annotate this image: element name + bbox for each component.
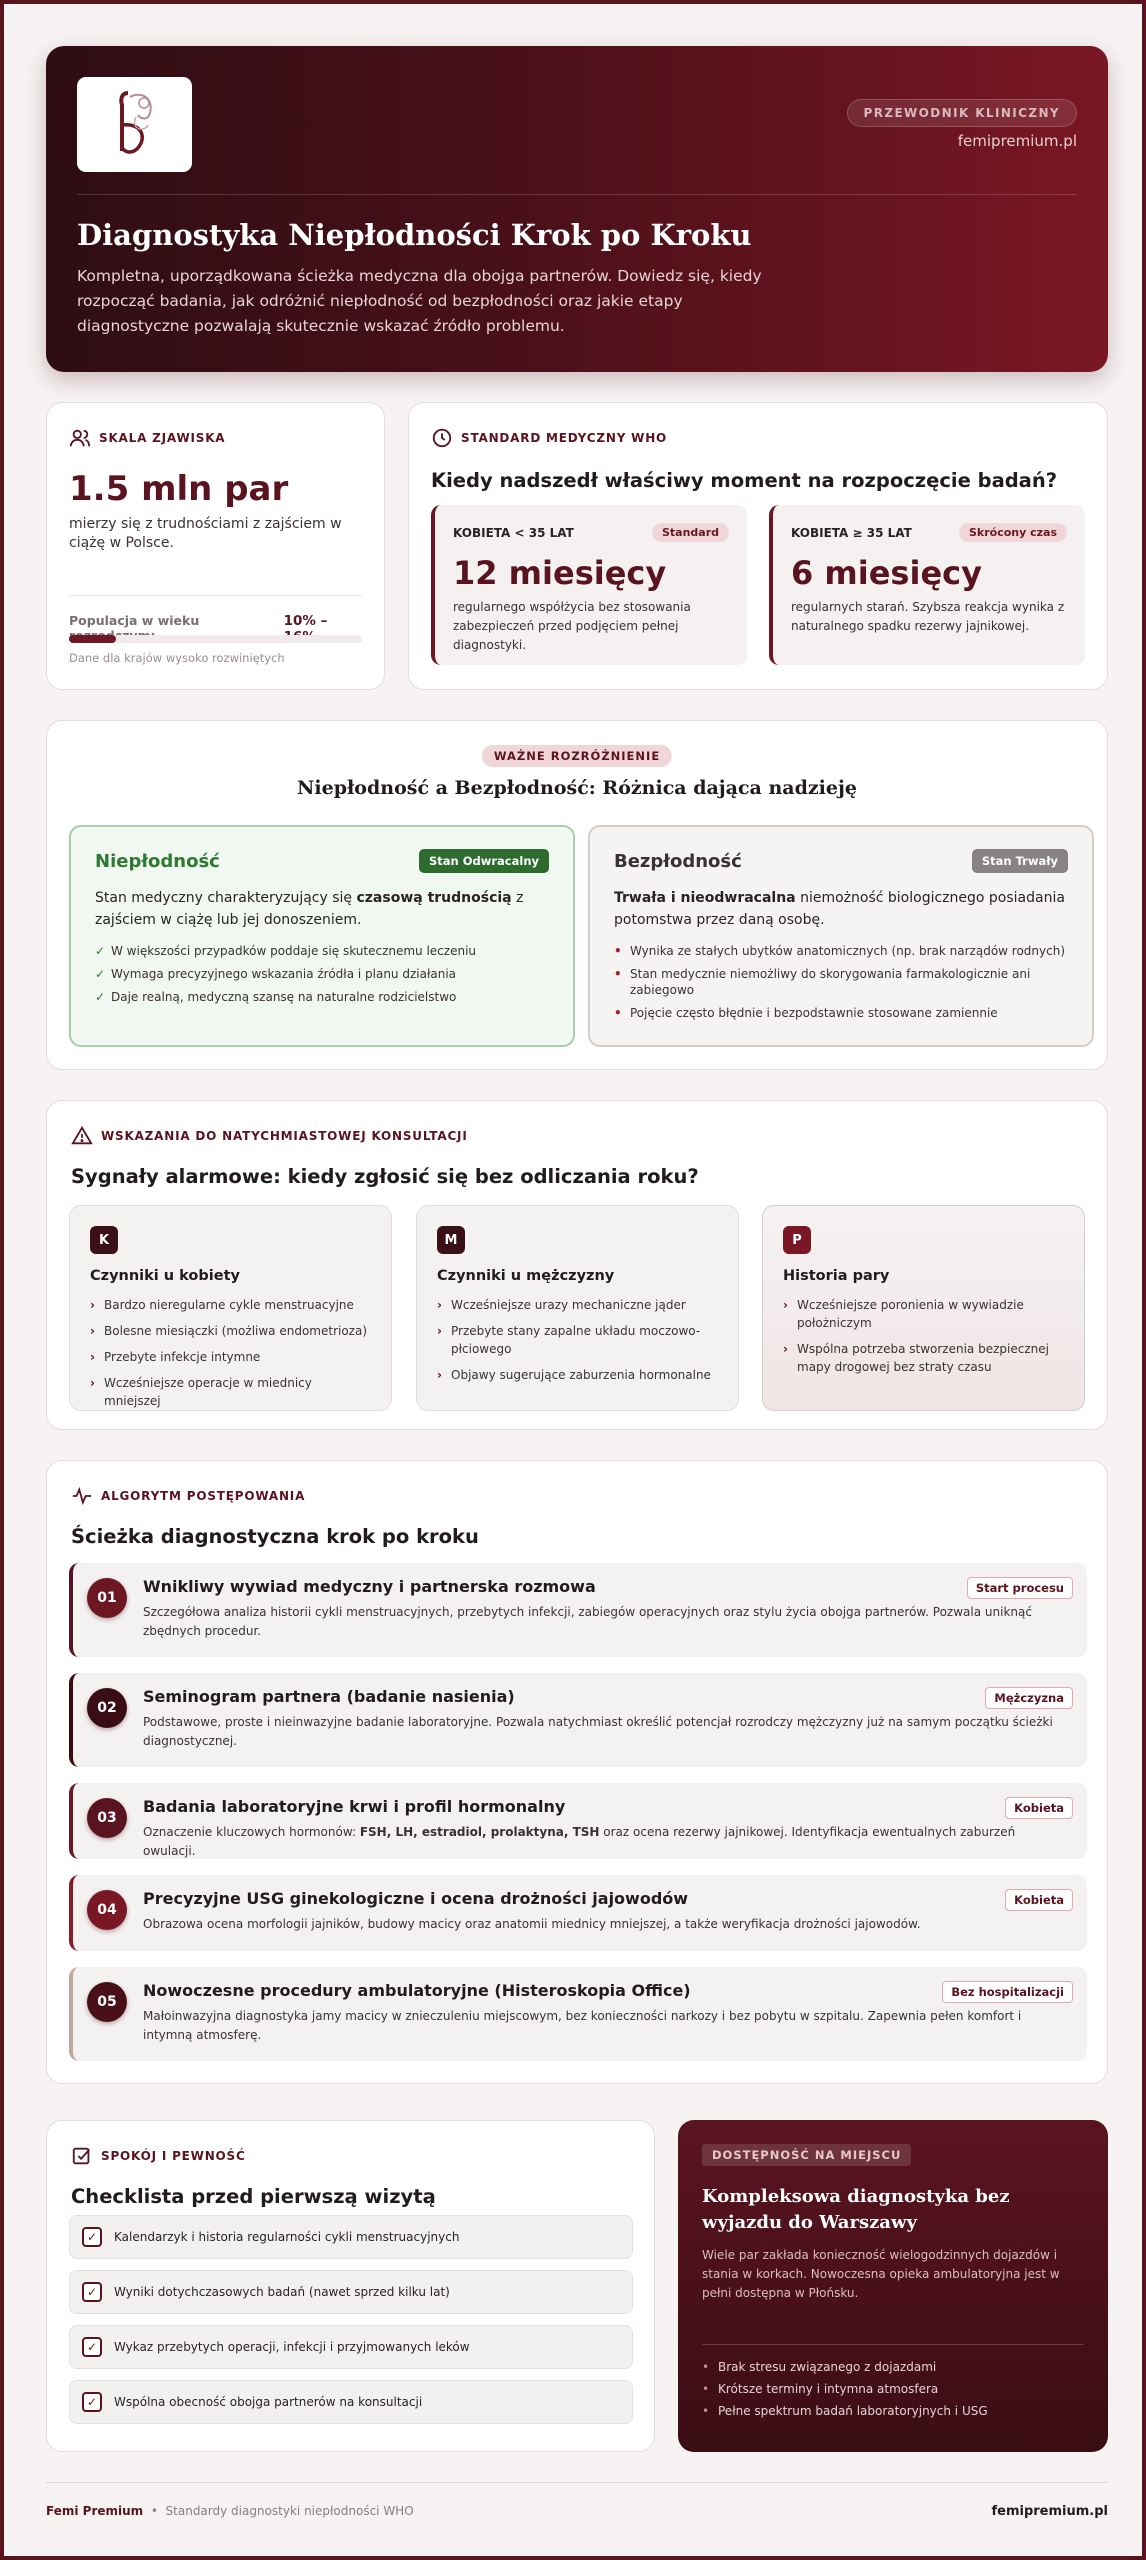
step-tag: Bez hospitalizacji xyxy=(942,1981,1073,2003)
who-question: Kiedy nadszedł właściwy moment na rozpoczęcie badań? xyxy=(431,469,1058,492)
desc-text: Oznaczenie kluczowych hormonów: xyxy=(143,1825,360,1839)
step-tag: Kobieta xyxy=(1005,1797,1073,1819)
list-item: • Pojęcie często błędnie i bezpodstawnie stosowane zamiennie xyxy=(614,1005,1068,1021)
pulse-icon xyxy=(71,1485,93,1507)
population-value: 10% – xyxy=(283,613,328,629)
footer-divider xyxy=(46,2482,1108,2483)
male-factors-box xyxy=(416,1205,739,1411)
who-card xyxy=(408,402,1108,690)
male-factors-list xyxy=(437,1296,718,1384)
availability-description: Wiele par zakłada konieczność wielogodzinnych dojazdów i stania w korkach. Nowoczesna opieka ambulatoryjna jest w pełni dostępna w Płońsku. xyxy=(702,2248,1060,2300)
female-factors-box xyxy=(69,1205,392,1411)
availability-pill: DOSTĘPNOŚĆ NA MIEJSCU xyxy=(702,2144,911,2166)
desc-text: z zajściem w ciążę lub jej donoszeniem. xyxy=(95,890,524,928)
list-item: • Pełne spektrum badań laboratoryjnych i USG xyxy=(702,2404,988,2418)
sterility-title: Bezpłodność xyxy=(614,850,742,872)
availability-card xyxy=(678,2120,1108,2452)
step-1 xyxy=(69,1563,1087,1657)
list-item: › Przebyte stany zapalne układu moczowo-płciowego xyxy=(437,1322,718,1358)
list-item: ✓ W większości przypadków poddaje się skutecznemu leczeniu xyxy=(95,943,549,959)
list-item: • Krótsze terminy i intymna atmosfera xyxy=(702,2382,988,2396)
checklist-item[interactable] xyxy=(69,2215,633,2259)
step-4 xyxy=(69,1875,1087,1951)
page-title: Diagnostyka Niepłodności Krok po Kroku xyxy=(77,218,752,252)
couples-description: mierzy się z trudnościami z zajściem w ciążę w Polsce. xyxy=(69,516,342,551)
couple-icon: P xyxy=(783,1226,811,1254)
footer-site-link[interactable]: femipremium.pl xyxy=(991,2504,1108,2519)
hero-banner xyxy=(46,46,1108,372)
check-icon[interactable]: ✓ xyxy=(82,2337,102,2357)
sterility-description xyxy=(614,887,1068,931)
step-title: Precyzyjne USG ginekologiczne i ocena drożności jajowodów xyxy=(143,1889,689,1908)
availability-title: Kompleksowa diagnostyka bez wyjazdu do Warszawy xyxy=(702,2186,1010,2233)
warning-icon xyxy=(71,1125,93,1147)
reversible-badge: Stan Odwracalny xyxy=(419,849,549,873)
guide-badge: PRZEWODNIK KLINICZNY xyxy=(847,99,1077,127)
list-item: › Przebyte infekcje intymne xyxy=(90,1348,371,1366)
who-box-head: KOBIETA ≥ 35 LAT xyxy=(791,525,912,540)
checklist-card xyxy=(46,2120,655,2452)
scale-card xyxy=(46,402,385,690)
distinction-pill: WAŻNE ROZRÓŻNIENIE xyxy=(482,745,672,767)
algorithm-label xyxy=(71,1485,1083,1507)
step-title: Seminogram partnera (badanie nasienia) xyxy=(143,1687,515,1706)
divider xyxy=(69,595,362,596)
checklist-item-label: Wspólna obecność obojga partnerów na konsultacji xyxy=(114,2395,423,2409)
users-icon xyxy=(69,427,91,449)
step-tag: Start procesu xyxy=(967,1577,1073,1599)
step-description: Szczegółowa analiza historii cykli menstruacyjnych, przebytych infekcji, zabiegów operacyjnych oraz stylu życia obojga partnerów. Pozwala uniknąć zbędnych procedur. xyxy=(143,1605,1032,1638)
infertility-box xyxy=(69,825,575,1047)
list-item: › Wcześniejsze urazy mechaniczne jąder xyxy=(437,1296,718,1314)
checklist-item-label: Kalendarzyk i historia regularności cykli menstruacyjnych xyxy=(114,2230,460,2244)
alarm-label-text: WSKAZANIA DO NATYCHMIASTOWEJ KONSULTACJI xyxy=(101,1129,468,1143)
step-5 xyxy=(69,1967,1087,2061)
infertility-list xyxy=(95,943,549,1005)
who-label-text: STANDARD MEDYCZNY WHO xyxy=(461,431,668,445)
step-tag: Kobieta xyxy=(1005,1889,1073,1911)
checklist-item[interactable] xyxy=(69,2270,633,2314)
clinic-logo-icon xyxy=(100,85,170,165)
algorithm-title: Ścieżka diagnostyczna krok po kroku xyxy=(71,1525,479,1548)
step-description xyxy=(143,1823,1067,1861)
step-3 xyxy=(69,1783,1087,1859)
site-link[interactable]: femipremium.pl xyxy=(957,132,1077,150)
scale-label xyxy=(69,427,362,449)
desc-text: Stan medyczny charakteryzujący się xyxy=(95,890,357,906)
female-factors-list xyxy=(90,1296,371,1410)
divider xyxy=(702,2344,1084,2345)
who-box-under-35 xyxy=(431,505,747,665)
female-factors-title: Czynniki u kobiety xyxy=(90,1268,240,1284)
list-item: • Wynika ze stałych ubytków anatomicznych (np. brak narządów rodnych) xyxy=(614,943,1068,959)
distinction-title: Niepłodność a Bezpłodność: Różnica dająca nadzieję xyxy=(297,777,857,799)
list-item: › Wcześniejsze poronienia w wywiadzie położniczym xyxy=(783,1296,1064,1332)
list-item: › Wcześniejsze operacje w miednicy mniejszej xyxy=(90,1374,371,1410)
footer-text: Standardy diagnostyki niepłodności WHO xyxy=(165,2504,414,2518)
list-item: • Stan medycznie niemożliwy do skorygowania farmakologicznie ani zabiegowo xyxy=(614,966,1068,998)
availability-list xyxy=(702,2360,988,2426)
step-number: 05 xyxy=(87,1982,127,2022)
sterility-box xyxy=(588,825,1094,1047)
step-title: Badania laboratoryjne krwi i profil hormonalny xyxy=(143,1797,566,1816)
step-number: 03 xyxy=(87,1798,127,1838)
alarm-title: Sygnały alarmowe: kiedy zgłosić się bez odliczania roku? xyxy=(71,1165,699,1188)
female-icon: K xyxy=(90,1226,118,1254)
divider xyxy=(77,194,1077,195)
infertility-title: Niepłodność xyxy=(95,850,220,872)
desc-text: niemożność biologicznego posiadania potomstwa przez daną osobę. xyxy=(614,890,1065,928)
checklist-item[interactable] xyxy=(69,2325,633,2369)
desc-emphasis: Trwała i nieodwracalna xyxy=(614,890,796,906)
check-icon[interactable]: ✓ xyxy=(82,2227,102,2247)
scale-label-text: SKALA ZJAWISKA xyxy=(99,431,226,445)
footer-separator: • xyxy=(150,2504,158,2518)
step-tag: Mężczyzna xyxy=(985,1687,1073,1709)
who-box-pill: Standard xyxy=(652,523,729,542)
infertility-description xyxy=(95,887,549,931)
clock-icon xyxy=(431,427,453,449)
male-icon: M xyxy=(437,1226,465,1254)
step-title: Nowoczesne procedury ambulatoryjne (Histeroskopia Office) xyxy=(143,1981,691,2000)
step-description: Obrazowa ocena morfologii jajników, budowy macicy oraz anatomii miednicy mniejszej, a także weryfikacja drożności jajowodów. xyxy=(143,1917,921,1931)
hormone-list: FSH, LH, estradiol, prolaktyna, TSH xyxy=(359,1825,600,1839)
checklist-item-label: Wyniki dotychczasowych badań (nawet sprzed kilku lat) xyxy=(114,2285,450,2299)
couples-count: 1.5 mln par xyxy=(69,469,289,509)
alarm-card xyxy=(46,1100,1108,1430)
who-box-duration: 6 miesięcy xyxy=(791,554,982,592)
alarm-label xyxy=(71,1125,1083,1147)
who-box-duration: 12 miesięcy xyxy=(453,554,667,592)
male-factors-title: Czynniki u mężczyzny xyxy=(437,1268,615,1284)
sterility-list xyxy=(614,943,1068,1021)
desc-text: oraz ocena rezerwy jajnikowej. Identyfikacja ewentualnych zaburzeń owulacji. xyxy=(143,1825,1016,1858)
footer-brand: Femi Premium xyxy=(46,2504,144,2518)
checklist-title: Checklista przed pierwszą wizytą xyxy=(71,2185,436,2208)
algorithm-label-text: ALGORYTM POSTĘPOWANIA xyxy=(101,1489,306,1503)
step-number: 02 xyxy=(87,1688,127,1728)
step-description: Podstawowe, proste i nieinwazyjne badanie laboratoryjne. Pozwala natychmiast określić potencjał rozrodczy mężczyzny już na samym początku ścieżki diagnostycznej. xyxy=(143,1715,1053,1748)
check-icon[interactable]: ✓ xyxy=(82,2282,102,2302)
population-note: Dane dla krajów wysoko rozwiniętych xyxy=(69,651,285,665)
list-item: › Bardzo nieregularne cykle menstruacyjne xyxy=(90,1296,371,1314)
check-icon[interactable]: ✓ xyxy=(82,2392,102,2412)
list-item: • Brak stresu związanego z dojazdami xyxy=(702,2360,988,2374)
checkbox-icon xyxy=(71,2145,93,2167)
distinction-card xyxy=(46,720,1108,1070)
page-description: Kompletna, uporządkowana ścieżka medyczna dla obojga partnerów. Dowiedz się, kiedy rozpocząć badania, jak odróżnić niepłodność od bezpłodności oraz jakie etapy diagnostyczne pozwalają skutecznie wskazać źródło problemu. xyxy=(77,267,762,335)
checklist-label xyxy=(71,2145,630,2167)
population-bar-fill xyxy=(69,635,116,643)
checklist-label-text: SPOKÓJ I PEWNOŚĆ xyxy=(101,2149,246,2163)
list-item: › Objawy sugerujące zaburzenia hormonalne xyxy=(437,1366,718,1384)
who-box-pill: Skrócony czas xyxy=(959,523,1067,542)
who-label xyxy=(431,427,1085,449)
who-box-over-35 xyxy=(769,505,1085,665)
who-box-head: KOBIETA < 35 LAT xyxy=(453,525,574,540)
list-item: › Bolesne miesiączki (możliwa endometrioza) xyxy=(90,1322,371,1340)
step-number: 01 xyxy=(87,1578,127,1618)
footer-info xyxy=(46,2504,414,2518)
list-item: ✓ Wymaga precyzyjnego wskazania źródła i planu działania xyxy=(95,966,549,982)
desc-emphasis: czasową trudnością xyxy=(356,890,512,906)
population-label: Populacja w wieku xyxy=(69,613,200,628)
algorithm-card xyxy=(46,1460,1108,2084)
checklist-item-label: Wykaz przebytych operacji, infekcji i przyjmowanych leków xyxy=(114,2340,470,2354)
couple-history-title: Historia pary xyxy=(783,1268,890,1284)
couple-history-list xyxy=(783,1296,1064,1376)
permanent-badge: Stan Trwały xyxy=(972,849,1068,873)
step-description: Małoinwazyjna diagnostyka jamy macicy w znieczuleniu miejscowym, bez konieczności narkozy i bez pobytu w szpitalu. Zapewnia pełen komfort i intymną atmosferę. xyxy=(143,2009,1022,2042)
list-item: › Wspólna potrzeba stworzenia bezpiecznej mapy drogowej bez straty czasu xyxy=(783,1340,1064,1376)
who-box-text: regularnych starań. Szybsza reakcja wynika z naturalnego spadku rezerwy jajnikowej. xyxy=(791,600,1065,633)
checklist-item[interactable] xyxy=(69,2380,633,2424)
list-item: ✓ Daje realną, medyczną szansę na naturalne rodzicielstwo xyxy=(95,989,549,1005)
step-2 xyxy=(69,1673,1087,1767)
couple-history-box xyxy=(762,1205,1085,1411)
who-box-text: regularnego współżycia bez stosowania zabezpieczeń przed podjęciem pełnej diagnostyki. xyxy=(453,600,691,652)
step-title: Wnikliwy wywiad medyczny i partnerska rozmowa xyxy=(143,1577,596,1596)
population-bar xyxy=(69,635,362,643)
step-number: 04 xyxy=(87,1890,127,1930)
logo xyxy=(77,77,192,172)
